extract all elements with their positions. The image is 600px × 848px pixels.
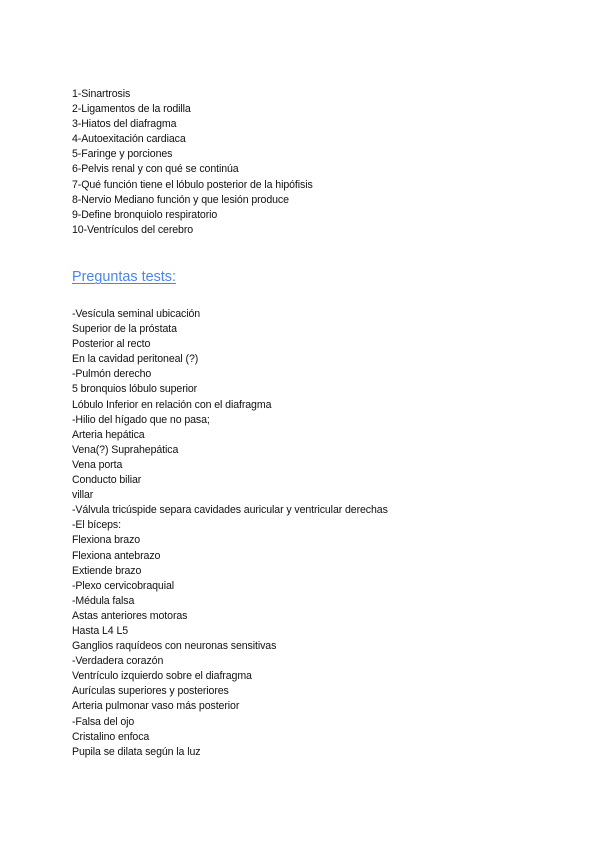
test-answer-line: Ventrículo izquierdo sobre el diafragma bbox=[72, 670, 252, 683]
test-answer-line: Superior de la próstata bbox=[72, 323, 177, 336]
test-answer-line: Arteria pulmonar vaso más posterior bbox=[72, 700, 240, 713]
exam-question-line: 4-Autoexitación cardiaca bbox=[72, 133, 186, 146]
exam-question-line: 9-Define bronquiolo respiratorio bbox=[72, 208, 218, 221]
test-answer-line: -Médula falsa bbox=[72, 594, 135, 607]
test-answer-line: Conducto biliar bbox=[72, 474, 142, 487]
exam-question-line: 10-Ventrículos del cerebro bbox=[72, 223, 194, 236]
exam-question-line: 8-Nervio Mediano función y que lesión produce bbox=[72, 193, 289, 206]
test-answer-line: -Pulmón derecho bbox=[72, 368, 152, 381]
test-answer-line: Vena(?) Suprahepática bbox=[72, 443, 179, 456]
tests-list bbox=[72, 307, 388, 760]
test-answer-line: Flexiona brazo bbox=[72, 534, 141, 547]
test-answer-line: -Válvula tricúspide separa cavidades auricular y ventricular derechas bbox=[72, 504, 388, 517]
test-answer-line: villar bbox=[72, 489, 94, 502]
exam-question-line: 1-Sinartrosis bbox=[72, 88, 131, 100]
test-answer-line: Lóbulo Inferior en relación con el diafragma bbox=[72, 398, 272, 411]
test-answer-line: -Falsa del ojo bbox=[72, 715, 135, 728]
test-answer-line: Aurículas superiores y posteriores bbox=[72, 685, 229, 698]
test-answer-line: Flexiona antebrazo bbox=[72, 549, 161, 562]
test-answer-line: Astas anteriores motoras bbox=[72, 609, 188, 622]
test-answer-line: Extiende brazo bbox=[72, 564, 142, 577]
test-answer-line: Pupila se dilata según la luz bbox=[72, 745, 201, 758]
test-answer-line: Ganglios raquídeos con neuronas sensitivas bbox=[72, 640, 277, 653]
test-answer-line: -Plexo cervicobraquial bbox=[72, 579, 175, 592]
test-answer-line: -El bíceps: bbox=[72, 519, 121, 532]
test-answer-line: Posterior al recto bbox=[72, 338, 151, 351]
test-answer-line: 5 bronquios lóbulo superior bbox=[72, 383, 198, 396]
test-answer-line: Vena porta bbox=[72, 458, 123, 471]
test-answer-line: Hasta L4 L5 bbox=[72, 624, 129, 637]
test-answer-line: -Hilio del hígado que no pasa; bbox=[72, 413, 210, 426]
exam-question-line: 5-Faringe y porciones bbox=[72, 148, 173, 161]
exam-questions-list bbox=[72, 87, 313, 238]
test-answer-line: Cristalino enfoca bbox=[72, 730, 150, 743]
exam-question-line: 6-Pelvis renal y con qué se continúa bbox=[72, 163, 239, 176]
test-answer-line: -Vesícula seminal ubicación bbox=[72, 308, 201, 320]
test-answer-line: -Verdadera corazón bbox=[72, 655, 164, 668]
test-answer-line: Arteria hepática bbox=[72, 428, 145, 441]
exam-question-line: 7-Qué función tiene el lóbulo posterior de la hipófisis bbox=[72, 178, 313, 191]
tests-heading: Preguntas tests: bbox=[72, 269, 176, 285]
exam-question-line: 3-Hiatos del diafragma bbox=[72, 118, 177, 131]
exam-question-line: 2-Ligamentos de la rodilla bbox=[72, 103, 191, 116]
test-answer-line: En la cavidad peritoneal (?) bbox=[72, 353, 199, 366]
